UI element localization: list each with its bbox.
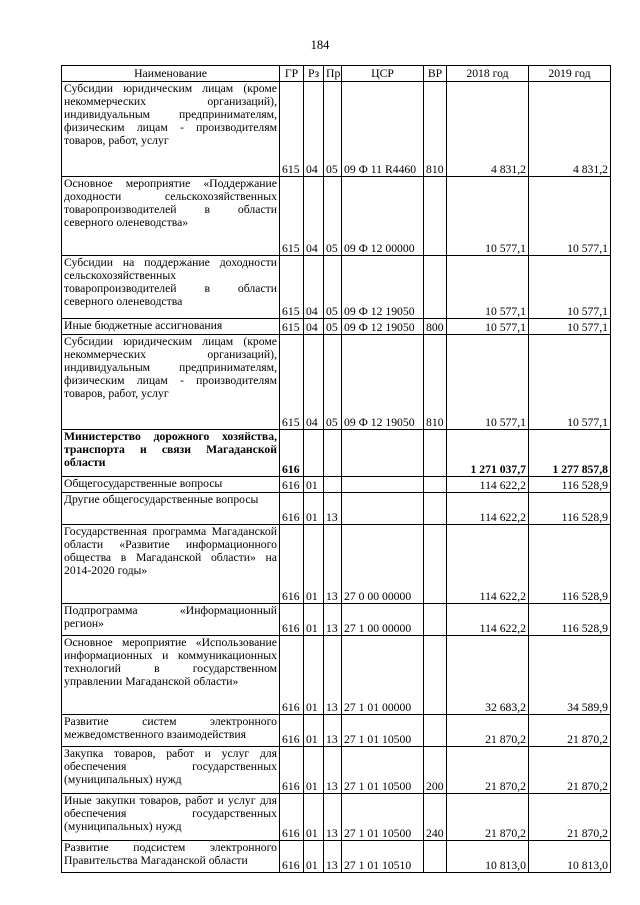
cell-vr: 810 (424, 335, 447, 430)
cell-pr: 05 (324, 335, 342, 430)
cell-gr: 615 (280, 335, 304, 430)
cell-2019: 116 528,9 (529, 493, 611, 525)
cell-gr: 616 (280, 794, 304, 841)
cell-gr: 615 (280, 177, 304, 256)
table-row (62, 604, 611, 636)
header-csr: ЦСР (342, 66, 424, 82)
cell-2018: 1 271 037,7 (447, 430, 529, 477)
cell-rz (304, 430, 324, 477)
cell-2019: 10 813,0 (529, 841, 611, 873)
cell-csr: 27 1 00 00000 (342, 604, 424, 636)
cell-name: Субсидии юридическим лицам (кроме некоммерческих организаций), индивидуальным предпринимателям, физическим лицам - производителям товаров, работ, услуг (62, 82, 280, 177)
cell-vr: 800 (424, 319, 447, 335)
table-row (62, 841, 611, 873)
page-number: 184 (310, 38, 330, 52)
cell-pr: 13 (324, 525, 342, 604)
cell-2018: 21 870,2 (447, 715, 529, 747)
cell-pr: 05 (324, 177, 342, 256)
table-row (62, 747, 611, 794)
cell-name: Иные бюджетные ассигнования (62, 319, 280, 335)
cell-rz: 01 (304, 794, 324, 841)
cell-gr: 616 (280, 747, 304, 794)
cell-csr: 09 Ф 11 R4460 (342, 82, 424, 177)
cell-2019: 116 528,9 (529, 525, 611, 604)
table-row (62, 82, 611, 177)
cell-vr (424, 430, 447, 477)
cell-2019: 34 589,9 (529, 636, 611, 715)
cell-pr: 13 (324, 604, 342, 636)
table-body (62, 82, 611, 873)
cell-2018: 10 577,1 (447, 256, 529, 319)
cell-name: Общегосударственные вопросы (62, 477, 280, 493)
cell-csr: 27 1 01 10510 (342, 841, 424, 873)
cell-vr (424, 636, 447, 715)
cell-2018: 114 622,2 (447, 525, 529, 604)
cell-2019: 10 577,1 (529, 177, 611, 256)
table-row (62, 256, 611, 319)
cell-gr: 616 (280, 525, 304, 604)
cell-2019: 21 870,2 (529, 747, 611, 794)
cell-gr: 616 (280, 841, 304, 873)
cell-2018: 114 622,2 (447, 493, 529, 525)
header-2019: 2019 год (529, 66, 611, 82)
cell-pr: 13 (324, 794, 342, 841)
cell-vr: 240 (424, 794, 447, 841)
cell-csr: 09 Ф 12 00000 (342, 177, 424, 256)
cell-name: Развитие систем электронного межведомственного взаимодействия (62, 715, 280, 747)
cell-2018: 10 577,1 (447, 319, 529, 335)
cell-rz: 01 (304, 525, 324, 604)
cell-gr: 616 (280, 477, 304, 493)
header-name: Наименование (62, 66, 280, 82)
cell-2018: 114 622,2 (447, 477, 529, 493)
cell-rz: 01 (304, 715, 324, 747)
cell-csr: 27 1 01 10500 (342, 715, 424, 747)
cell-name: Субсидии на поддержание доходности сельскохозяйственных товаропроизводителей в области северного оленеводства (62, 256, 280, 319)
cell-name: Основное мероприятие «Поддержание доходности сельскохозяйственных товаропроизводителей в области северного оленеводства» (62, 177, 280, 256)
table-row (62, 794, 611, 841)
cell-rz: 04 (304, 335, 324, 430)
cell-vr (424, 256, 447, 319)
table-row (62, 319, 611, 335)
cell-2018: 114 622,2 (447, 604, 529, 636)
cell-2018: 32 683,2 (447, 636, 529, 715)
cell-2019: 21 870,2 (529, 794, 611, 841)
header-pr: Пр (324, 66, 342, 82)
budget-table (61, 65, 611, 873)
cell-2019: 1 277 857,8 (529, 430, 611, 477)
cell-2019: 116 528,9 (529, 604, 611, 636)
table-header-row (62, 66, 611, 82)
cell-vr (424, 177, 447, 256)
cell-gr: 616 (280, 430, 304, 477)
cell-2019: 21 870,2 (529, 715, 611, 747)
cell-2019: 4 831,2 (529, 82, 611, 177)
cell-2018: 10 577,1 (447, 335, 529, 430)
cell-rz: 04 (304, 177, 324, 256)
cell-name: Министерство дорожного хозяйства, транспорта и связи Магаданской области (62, 430, 280, 477)
cell-rz: 04 (304, 319, 324, 335)
cell-gr: 615 (280, 82, 304, 177)
cell-pr: 13 (324, 715, 342, 747)
cell-name: Иные закупки товаров, работ и услуг для обеспечения государственных (муниципальных) нужд (62, 794, 280, 841)
cell-pr: 05 (324, 82, 342, 177)
cell-vr (424, 493, 447, 525)
cell-pr: 13 (324, 841, 342, 873)
cell-2018: 10 813,0 (447, 841, 529, 873)
cell-name: Другие общегосударственные вопросы (62, 493, 280, 525)
cell-pr (324, 430, 342, 477)
table-row (62, 430, 611, 477)
cell-gr: 616 (280, 636, 304, 715)
cell-vr (424, 604, 447, 636)
cell-rz: 01 (304, 636, 324, 715)
table-row (62, 636, 611, 715)
cell-vr: 810 (424, 82, 447, 177)
cell-pr: 05 (324, 319, 342, 335)
cell-rz: 01 (304, 604, 324, 636)
table-row (62, 715, 611, 747)
cell-csr: 09 Ф 12 19050 (342, 335, 424, 430)
cell-vr (424, 841, 447, 873)
cell-name: Закупка товаров, работ и услуг для обеспечения государственных (муниципальных) нужд (62, 747, 280, 794)
cell-2019: 116 528,9 (529, 477, 611, 493)
cell-name: Основное мероприятие «Использование информационных и коммуникационных технологий в государственном управлении Магаданской области» (62, 636, 280, 715)
cell-pr: 13 (324, 493, 342, 525)
cell-csr (342, 430, 424, 477)
cell-name: Государственная программа Магаданской области «Развитие информационного общества в Магаданской области» на 2014-2020 годы» (62, 525, 280, 604)
cell-vr (424, 477, 447, 493)
cell-pr: 05 (324, 256, 342, 319)
cell-2018: 21 870,2 (447, 794, 529, 841)
cell-csr: 09 Ф 12 19050 (342, 256, 424, 319)
cell-gr: 616 (280, 604, 304, 636)
table-row (62, 525, 611, 604)
table-row (62, 177, 611, 256)
cell-gr: 616 (280, 715, 304, 747)
cell-csr: 27 1 01 10500 (342, 747, 424, 794)
cell-csr: 09 Ф 12 19050 (342, 319, 424, 335)
cell-vr (424, 715, 447, 747)
cell-rz: 01 (304, 747, 324, 794)
cell-2019: 10 577,1 (529, 335, 611, 430)
cell-gr: 615 (280, 319, 304, 335)
table-row (62, 335, 611, 430)
cell-2018: 10 577,1 (447, 177, 529, 256)
header-rz: Рз (304, 66, 324, 82)
cell-rz: 04 (304, 256, 324, 319)
cell-csr: 27 0 00 00000 (342, 525, 424, 604)
cell-name: Субсидии юридическим лицам (кроме некоммерческих организаций), индивидуальным предпринимателям, физическим лицам - производителям товаров, работ, услуг (62, 335, 280, 430)
cell-name: Развитие подсистем электронного Правительства Магаданской области (62, 841, 280, 873)
cell-rz: 01 (304, 841, 324, 873)
cell-pr: 13 (324, 747, 342, 794)
cell-rz: 01 (304, 493, 324, 525)
cell-gr: 616 (280, 493, 304, 525)
cell-csr: 27 1 01 10500 (342, 794, 424, 841)
cell-csr (342, 477, 424, 493)
cell-csr (342, 493, 424, 525)
cell-name: Подпрограмма «Информационный регион» (62, 604, 280, 636)
table-row (62, 477, 611, 493)
cell-gr: 615 (280, 256, 304, 319)
header-2018: 2018 год (447, 66, 529, 82)
cell-2018: 4 831,2 (447, 82, 529, 177)
cell-2019: 10 577,1 (529, 319, 611, 335)
cell-csr: 27 1 01 00000 (342, 636, 424, 715)
cell-2019: 10 577,1 (529, 256, 611, 319)
header-gr: ГР (280, 66, 304, 82)
table-row (62, 493, 611, 525)
cell-rz: 01 (304, 477, 324, 493)
cell-vr (424, 525, 447, 604)
cell-pr: 13 (324, 636, 342, 715)
header-vr: ВР (424, 66, 447, 82)
cell-vr: 200 (424, 747, 447, 794)
cell-2018: 21 870,2 (447, 747, 529, 794)
cell-pr (324, 477, 342, 493)
cell-rz: 04 (304, 82, 324, 177)
